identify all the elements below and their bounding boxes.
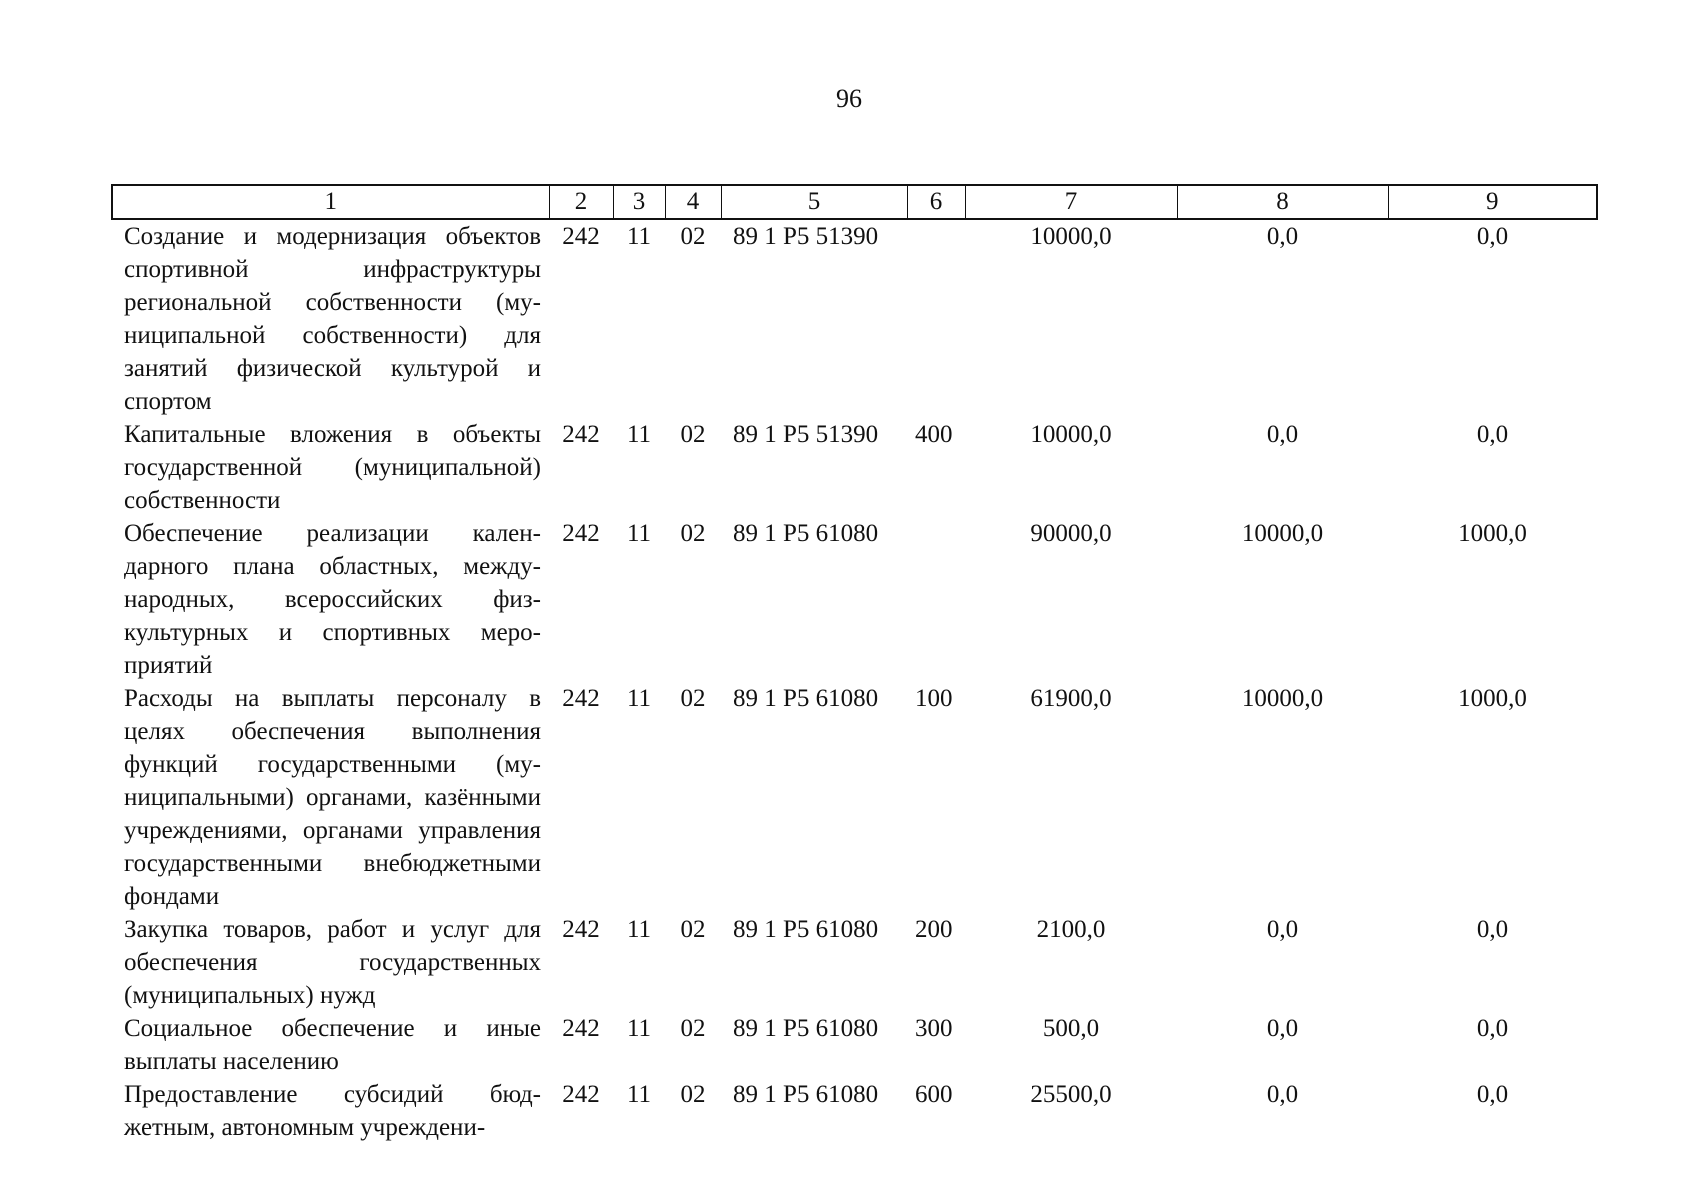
column-header-2: 2: [549, 185, 613, 219]
cell-col-8: 10000,0: [1241, 520, 1324, 547]
table-row: [112, 1078, 1597, 1144]
table-header: [112, 185, 1597, 219]
cell-col-5: 89 1 Р5 61080: [733, 520, 879, 547]
table-row: [112, 1012, 1597, 1078]
cell-col-8: 0,0: [1266, 1081, 1299, 1108]
cell-col-5: 89 1 Р5 51390: [733, 223, 879, 250]
column-header-3: 3: [613, 185, 665, 219]
cell-col-5: 89 1 Р5 61080: [733, 916, 879, 943]
cell-col-3: 11: [626, 1015, 652, 1042]
column-header-5: 5: [721, 185, 907, 219]
cell-col-8: 0,0: [1266, 421, 1299, 448]
table-row: [112, 517, 1597, 682]
cell-col-8: 0,0: [1266, 916, 1299, 943]
table-row: [112, 682, 1597, 913]
row-description: Социальное обеспечение и иные выплаты населению: [124, 1015, 541, 1075]
cell-col-9: 1000,0: [1458, 520, 1527, 547]
cell-col-7: 90000,0: [1030, 520, 1112, 547]
cell-col-4: 02: [680, 916, 706, 943]
cell-col-4: 02: [680, 1081, 706, 1108]
cell-col-3: 11: [626, 520, 652, 547]
cell-col-2: 242: [562, 520, 600, 547]
cell-col-3: 11: [626, 223, 652, 250]
table-row: [112, 913, 1597, 1012]
cell-col-6: 600: [915, 1081, 953, 1108]
column-header-9: 9: [1388, 185, 1597, 219]
cell-col-3: 11: [626, 685, 652, 712]
row-description: Обеспечение реализации календарного плана областных, международных, всероссийских физкультурных и спортивных мероприятий: [124, 520, 541, 679]
table-row: [112, 418, 1597, 517]
cell-col-5: 89 1 Р5 51390: [733, 421, 879, 448]
cell-col-4: 02: [680, 520, 706, 547]
row-description: Расходы на выплаты персоналу в целях обеспечения выполнения функций государственными (муниципальными) органами, казёнными учреждениями, органами управления государственными внебюджетными фондами: [124, 685, 541, 910]
table-row: [112, 219, 1597, 418]
budget-table: [111, 184, 1598, 1144]
cell-col-9: 0,0: [1476, 223, 1509, 250]
cell-col-8: 0,0: [1266, 223, 1299, 250]
row-description: Создание и модернизация объектов спортивной инфраструктуры региональной собственности (муниципальной собственности) для занятий физической культурой и спортом: [124, 223, 541, 415]
table-body: [112, 219, 1597, 1144]
cell-col-2: 242: [562, 685, 600, 712]
cell-col-2: 242: [562, 421, 600, 448]
row-description: Закупка товаров, работ и услуг для обеспечения государственных (муниципальных) нужд: [124, 916, 541, 1009]
column-header-6: 6: [907, 185, 965, 219]
cell-col-5: 89 1 Р5 61080: [733, 1015, 879, 1042]
cell-col-6: [907, 517, 965, 682]
cell-col-4: 02: [680, 685, 706, 712]
row-description: Капитальные вложения в объекты государственной (муниципальной) собственности: [124, 421, 541, 514]
column-header-4: 4: [665, 185, 721, 219]
cell-col-6: [907, 219, 965, 418]
row-description: Предоставление субсидий бюджетным, автономным учреждени-: [124, 1081, 541, 1141]
cell-col-7: 2100,0: [1036, 916, 1106, 943]
cell-col-9: 0,0: [1476, 421, 1509, 448]
cell-col-4: 02: [680, 1015, 706, 1042]
cell-col-7: 10000,0: [1030, 421, 1112, 448]
column-header-1: 1: [112, 185, 549, 219]
cell-col-2: 242: [562, 1015, 600, 1042]
cell-col-2: 242: [562, 1081, 600, 1108]
cell-col-9: 0,0: [1476, 1081, 1509, 1108]
cell-col-2: 242: [562, 916, 600, 943]
cell-col-7: 61900,0: [1030, 685, 1112, 712]
cell-col-5: 89 1 Р5 61080: [733, 685, 879, 712]
cell-col-4: 02: [680, 223, 706, 250]
cell-col-6: 200: [915, 916, 953, 943]
cell-col-5: 89 1 Р5 61080: [733, 1081, 879, 1108]
column-header-7: 7: [965, 185, 1177, 219]
header-row: [112, 185, 1597, 219]
page-number: 96: [836, 84, 862, 113]
cell-col-2: 242: [562, 223, 600, 250]
cell-col-8: 10000,0: [1241, 685, 1324, 712]
cell-col-8: 0,0: [1266, 1015, 1299, 1042]
cell-col-7: 10000,0: [1030, 223, 1112, 250]
cell-col-7: 25500,0: [1030, 1081, 1112, 1108]
cell-col-9: 0,0: [1476, 916, 1509, 943]
cell-col-4: 02: [680, 421, 706, 448]
cell-col-6: 400: [915, 421, 953, 448]
cell-col-3: 11: [626, 916, 652, 943]
cell-col-6: 300: [915, 1015, 953, 1042]
cell-col-9: 0,0: [1476, 1015, 1509, 1042]
cell-col-6: 100: [915, 685, 953, 712]
cell-col-3: 11: [626, 421, 652, 448]
column-header-8: 8: [1177, 185, 1388, 219]
cell-col-9: 1000,0: [1458, 685, 1527, 712]
cell-col-3: 11: [626, 1081, 652, 1108]
cell-col-7: 500,0: [1042, 1015, 1100, 1042]
